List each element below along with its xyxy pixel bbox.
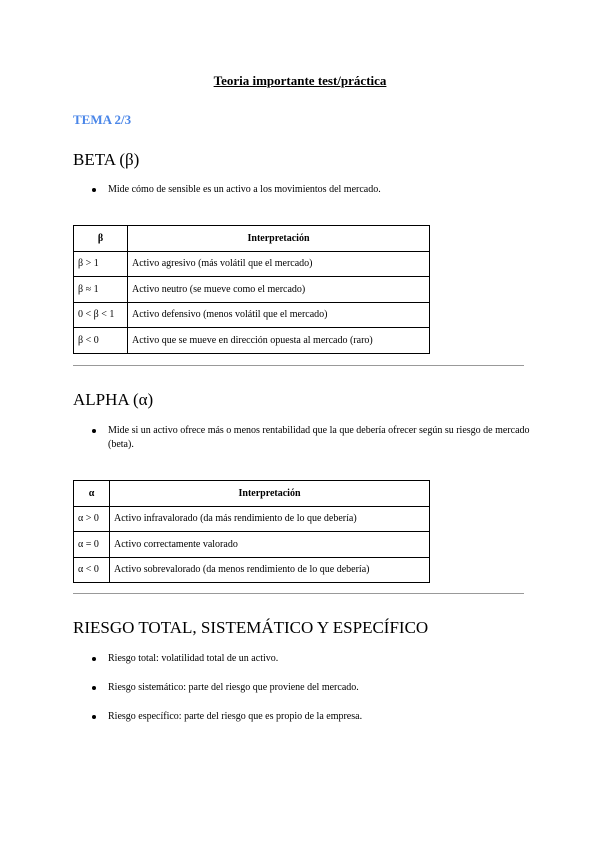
alpha-interpretation: Activo correctamente valorado (110, 532, 430, 558)
table-row (74, 277, 430, 303)
riesgo-bullet-list (90, 652, 362, 724)
beta-table (73, 225, 430, 354)
beta-header-interpretation: Interpretación (128, 226, 430, 252)
list-item: Riesgo específico: parte del riesgo que es propio de la empresa. (90, 710, 362, 724)
beta-heading: BETA (β) (73, 150, 140, 169)
beta-condition: β > 1 (74, 251, 128, 277)
alpha-heading: ALPHA (α) (73, 390, 154, 409)
alpha-interpretation: Activo sobrevalorado (da menos rendimiento de lo que debería) (110, 557, 430, 583)
beta-interpretation: Activo neutro (se mueve como el mercado) (128, 277, 430, 303)
riesgo-heading: RIESGO TOTAL, SISTEMÁTICO Y ESPECÍFICO (73, 618, 429, 637)
list-item: Riesgo total: volatilidad total de un activo. (90, 652, 362, 666)
section-label: TEMA 2/3 (73, 112, 132, 127)
list-item: Riesgo sistemático: parte del riesgo que proviene del mercado. (90, 681, 362, 695)
beta-condition: β ≈ 1 (74, 277, 128, 303)
beta-bullet-list (90, 183, 381, 197)
alpha-table-header-row (74, 481, 430, 507)
alpha-interpretation: Activo infravalorado (da más rendimiento de lo que debería) (110, 506, 430, 532)
table-row (74, 557, 430, 583)
beta-interpretation: Activo agresivo (más volátil que el mercado) (128, 251, 430, 277)
section-divider (73, 593, 524, 594)
alpha-bullet: Mide si un activo ofrece más o menos rentabilidad que la que debería ofrecer según su riesgo de mercado (beta). (90, 424, 530, 452)
table-row (74, 532, 430, 558)
alpha-condition: α < 0 (74, 557, 110, 583)
beta-bullet: Mide cómo de sensible es un activo a los movimientos del mercado. (90, 183, 381, 197)
table-row (74, 506, 430, 532)
alpha-condition: α = 0 (74, 532, 110, 558)
table-row (74, 251, 430, 277)
document-title: Teoria importante test/práctica (213, 73, 387, 88)
beta-interpretation: Activo defensivo (menos volátil que el mercado) (128, 302, 430, 328)
beta-interpretation: Activo que se mueve en dirección opuesta al mercado (raro) (128, 328, 430, 354)
table-row (74, 302, 430, 328)
alpha-header-interpretation: Interpretación (110, 481, 430, 507)
beta-header-symbol: β (74, 226, 128, 252)
beta-condition: β < 0 (74, 328, 128, 354)
alpha-bullet-list (90, 424, 530, 452)
table-row (74, 328, 430, 354)
beta-table-header-row (74, 226, 430, 252)
beta-condition: 0 < β < 1 (74, 302, 128, 328)
alpha-header-symbol: α (74, 481, 110, 507)
alpha-condition: α > 0 (74, 506, 110, 532)
alpha-table (73, 480, 430, 583)
section-divider (73, 365, 524, 366)
